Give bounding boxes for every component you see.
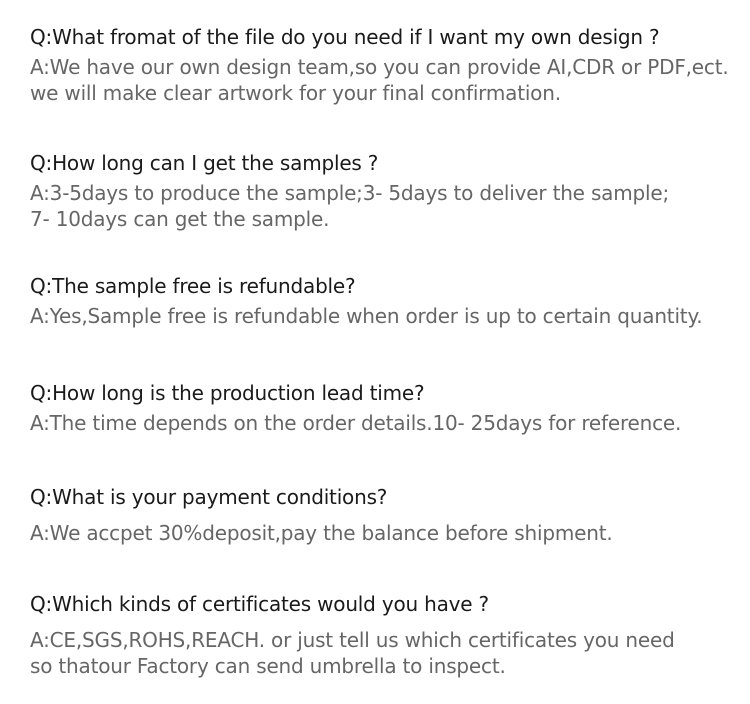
faq-answer-line: we will make clear artwork for your final confirmation. [30,81,561,105]
faq-answer [30,520,740,546]
faq-item-sample-refund [30,273,740,329]
faq-answer-line: A:CE,SGS,ROHS,REACH. or just tell us which certificates you need [30,628,675,652]
faq-question: Q:How long is the production lead time? [30,381,425,405]
faq-item-lead-time [30,380,740,436]
faq-answer-line: A:3-5days to produce the sample;3- 5days to deliver the sample; [30,181,670,205]
faq-question: Q:The sample free is refundable? [30,274,356,298]
faq-item-payment [30,484,740,546]
faq-answer [30,54,740,106]
faq-question: Q:What fromat of the file do you need if I want my own design ? [30,25,660,49]
faq-question: Q:Which kinds of certificates would you have ? [30,592,489,616]
faq-answer [30,180,740,232]
faq-answer-line: A:We accpet 30%deposit,pay the balance before shipment. [30,521,613,545]
faq-item-file-format [30,24,740,106]
faq-answer-line: A:We have our own design team,so you can provide AI,CDR or PDF,ect. [30,55,729,79]
faq-answer-line: A:The time depends on the order details.10- 25days for reference. [30,411,682,435]
faq-question: Q:What is your payment conditions? [30,485,388,509]
faq-answer [30,410,740,436]
faq-answer [30,303,740,329]
faq-question: Q:How long can I get the samples ? [30,151,379,175]
faq-item-samples-time [30,150,740,232]
faq-answer-line: A:Yes,Sample free is refundable when order is up to certain quantity. [30,304,703,328]
faq-answer-line: 7- 10days can get the sample. [30,207,330,231]
faq-item-certificates [30,591,740,679]
faq-answer [30,627,740,679]
faq-answer-line: so thatour Factory can send umbrella to inspect. [30,654,506,678]
